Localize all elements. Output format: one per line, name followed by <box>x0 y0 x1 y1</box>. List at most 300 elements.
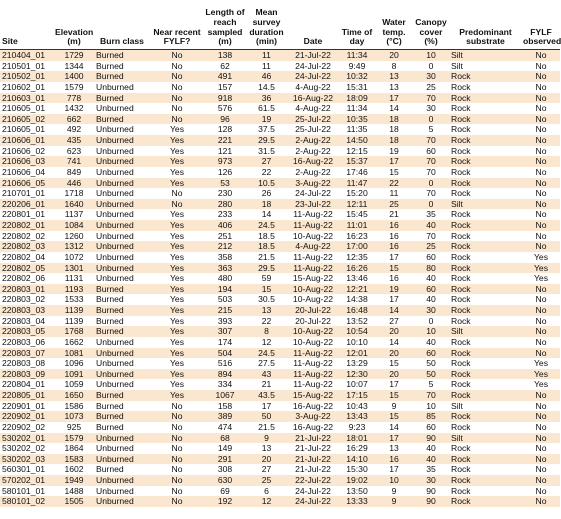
cell-near-fylf: Yes <box>150 135 204 146</box>
cell-fylf-observed: No <box>522 284 560 295</box>
cell-survey-duration: 50 <box>246 411 287 422</box>
cell-survey-duration: 22 <box>246 316 287 327</box>
cell-elevation: 1096 <box>54 358 94 369</box>
cell-canopy: 40 <box>413 294 449 305</box>
cell-water-temp: 22 <box>375 178 413 189</box>
cell-site: 570202_01 <box>0 475 54 486</box>
table-row <box>0 486 560 497</box>
cell-site: 210404_01 <box>0 50 54 61</box>
cell-fylf-observed: Yes <box>522 358 560 369</box>
cell-substrate: Rock <box>449 93 522 104</box>
table-row <box>0 231 560 242</box>
cell-time: 10:54 <box>339 326 375 337</box>
cell-near-fylf: No <box>150 454 204 465</box>
cell-canopy: 70 <box>413 156 449 167</box>
cell-burn-class: Burned <box>94 390 150 401</box>
cell-site: 220206_01 <box>0 199 54 210</box>
cell-reach-length: 230 <box>204 188 246 199</box>
cell-canopy: 10 <box>413 326 449 337</box>
cell-substrate: Rock <box>449 486 522 497</box>
cell-date: 23-Jul-22 <box>287 199 339 210</box>
cell-substrate: Rock <box>449 411 522 422</box>
cell-date: 16-Aug-22 <box>287 156 339 167</box>
cell-fylf-observed: No <box>522 71 560 82</box>
cell-reach-length: 53 <box>204 178 246 189</box>
cell-date: 24-Jul-22 <box>287 486 339 497</box>
cell-date: 10-Aug-22 <box>287 337 339 348</box>
cell-canopy: 30 <box>413 305 449 316</box>
cell-site: 220803_02 <box>0 294 54 305</box>
cell-water-temp: 15 <box>375 390 413 401</box>
cell-substrate: Rock <box>449 475 522 486</box>
table-row <box>0 422 560 433</box>
cell-date: 3-Aug-22 <box>287 178 339 189</box>
cell-substrate: Rock <box>449 337 522 348</box>
table-row <box>0 454 560 465</box>
table-row <box>0 93 560 104</box>
cell-fylf-observed: No <box>522 305 560 316</box>
cell-elevation: 1059 <box>54 379 94 390</box>
cell-survey-duration: 27.5 <box>246 358 287 369</box>
cell-time: 17:00 <box>339 241 375 252</box>
cell-time: 12:30 <box>339 369 375 380</box>
cell-time: 17:46 <box>339 167 375 178</box>
cell-fylf-observed: No <box>522 390 560 401</box>
cell-time: 9:23 <box>339 422 375 433</box>
cell-elevation: 1533 <box>54 294 94 305</box>
cell-canopy: 90 <box>413 486 449 497</box>
cell-near-fylf: Yes <box>150 124 204 135</box>
cell-survey-duration: 14 <box>246 209 287 220</box>
cell-survey-duration: 25 <box>246 475 287 486</box>
cell-near-fylf: Yes <box>150 220 204 231</box>
cell-canopy: 50 <box>413 358 449 369</box>
cell-substrate: Rock <box>449 124 522 135</box>
cell-time: 13:43 <box>339 411 375 422</box>
cell-reach-length: 149 <box>204 443 246 454</box>
cell-survey-duration: 59 <box>246 273 287 284</box>
cell-reach-length: 62 <box>204 61 246 72</box>
cell-near-fylf: Yes <box>150 316 204 327</box>
cell-burn-class: Unburned <box>94 273 150 284</box>
cell-survey-duration: 29.5 <box>246 263 287 274</box>
cell-substrate: Rock <box>449 71 522 82</box>
cell-substrate: Rock <box>449 146 522 157</box>
cell-water-temp: 17 <box>375 156 413 167</box>
cell-substrate: Rock <box>449 135 522 146</box>
cell-site: 220805_01 <box>0 390 54 401</box>
cell-site: 210605_02 <box>0 114 54 125</box>
column-header-reach-length: Length of reach sampled (m) <box>204 0 246 50</box>
cell-burn-class: Unburned <box>94 263 150 274</box>
cell-site: 220803_03 <box>0 305 54 316</box>
cell-fylf-observed: No <box>522 294 560 305</box>
cell-date: 21-Jul-22 <box>287 50 339 61</box>
cell-site: 210606_01 <box>0 135 54 146</box>
cell-water-temp: 10 <box>375 475 413 486</box>
cell-date: 11-Aug-22 <box>287 220 339 231</box>
cell-water-temp: 25 <box>375 199 413 210</box>
cell-reach-length: 221 <box>204 135 246 146</box>
cell-date: 10-Aug-22 <box>287 231 339 242</box>
cell-canopy: 70 <box>413 135 449 146</box>
cell-burn-class: Unburned <box>94 496 150 507</box>
cell-burn-class: Unburned <box>94 178 150 189</box>
cell-water-temp: 21 <box>375 209 413 220</box>
table-row <box>0 443 560 454</box>
cell-fylf-observed: No <box>522 337 560 348</box>
cell-time: 11:34 <box>339 50 375 61</box>
cell-burn-class: Burned <box>94 305 150 316</box>
cell-reach-length: 280 <box>204 199 246 210</box>
cell-survey-duration: 17 <box>246 401 287 412</box>
cell-burn-class: Burned <box>94 422 150 433</box>
cell-survey-duration: 14.5 <box>246 82 287 93</box>
cell-time: 10:32 <box>339 71 375 82</box>
cell-date: 11-Aug-22 <box>287 263 339 274</box>
cell-near-fylf: No <box>150 188 204 199</box>
cell-near-fylf: Yes <box>150 294 204 305</box>
table-row <box>0 379 560 390</box>
cell-elevation: 741 <box>54 156 94 167</box>
cell-canopy: 0 <box>413 114 449 125</box>
cell-time: 13:52 <box>339 316 375 327</box>
cell-substrate: Rock <box>449 188 522 199</box>
cell-fylf-observed: No <box>522 209 560 220</box>
cell-substrate: Silt <box>449 401 522 412</box>
cell-site: 210605_01 <box>0 103 54 114</box>
cell-reach-length: 406 <box>204 220 246 231</box>
cell-reach-length: 138 <box>204 50 246 61</box>
cell-substrate: Rock <box>449 114 522 125</box>
cell-date: 24-Jul-22 <box>287 61 339 72</box>
cell-near-fylf: No <box>150 401 204 412</box>
cell-site: 530202_02 <box>0 443 54 454</box>
cell-site: 210606_04 <box>0 167 54 178</box>
cell-site: 580101_02 <box>0 496 54 507</box>
cell-fylf-observed: No <box>522 156 560 167</box>
cell-survey-duration: 13 <box>246 305 287 316</box>
cell-substrate: Silt <box>449 326 522 337</box>
cell-water-temp: 20 <box>375 348 413 359</box>
cell-elevation: 1583 <box>54 454 94 465</box>
cell-reach-length: 516 <box>204 358 246 369</box>
cell-substrate: Rock <box>449 273 522 284</box>
cell-substrate: Rock <box>449 358 522 369</box>
cell-fylf-observed: No <box>522 433 560 444</box>
cell-canopy: 70 <box>413 93 449 104</box>
cell-elevation: 1301 <box>54 263 94 274</box>
cell-water-temp: 8 <box>375 61 413 72</box>
cell-burn-class: Unburned <box>94 241 150 252</box>
cell-elevation: 435 <box>54 135 94 146</box>
cell-near-fylf: Yes <box>150 146 204 157</box>
cell-elevation: 1344 <box>54 61 94 72</box>
cell-date: 10-Aug-22 <box>287 326 339 337</box>
cell-near-fylf: No <box>150 464 204 475</box>
cell-site: 220803_07 <box>0 348 54 359</box>
cell-time: 12:21 <box>339 284 375 295</box>
cell-site: 580101_01 <box>0 486 54 497</box>
cell-burn-class: Burned <box>94 464 150 475</box>
column-header-burn-class: Burn class <box>94 0 150 50</box>
cell-water-temp: 14 <box>375 422 413 433</box>
cell-near-fylf: No <box>150 50 204 61</box>
cell-near-fylf: No <box>150 433 204 444</box>
cell-elevation: 1084 <box>54 220 94 231</box>
cell-time: 16:29 <box>339 443 375 454</box>
cell-survey-duration: 13 <box>246 443 287 454</box>
cell-canopy: 60 <box>413 422 449 433</box>
cell-date: 15-Aug-22 <box>287 390 339 401</box>
table-row <box>0 114 560 125</box>
cell-elevation: 1505 <box>54 496 94 507</box>
cell-date: 25-Jul-22 <box>287 114 339 125</box>
cell-site: 530202_01 <box>0 433 54 444</box>
cell-near-fylf: No <box>150 486 204 497</box>
table-row <box>0 263 560 274</box>
cell-canopy: 40 <box>413 443 449 454</box>
cell-substrate: Rock <box>449 390 522 401</box>
table-row <box>0 475 560 486</box>
cell-fylf-observed: No <box>522 167 560 178</box>
cell-site: 220802_06 <box>0 273 54 284</box>
cell-survey-duration: 61.5 <box>246 103 287 114</box>
cell-canopy: 25 <box>413 241 449 252</box>
table-row <box>0 433 560 444</box>
column-header-survey-duration: Mean survey duration (min) <box>246 0 287 50</box>
cell-date: 24-Jul-22 <box>287 496 339 507</box>
cell-substrate: Rock <box>449 443 522 454</box>
cell-survey-duration: 24.5 <box>246 348 287 359</box>
cell-elevation: 1073 <box>54 411 94 422</box>
cell-reach-length: 68 <box>204 433 246 444</box>
cell-time: 17:15 <box>339 390 375 401</box>
cell-time: 11:34 <box>339 103 375 114</box>
cell-elevation: 1260 <box>54 231 94 242</box>
cell-burn-class: Unburned <box>94 454 150 465</box>
cell-elevation: 1139 <box>54 305 94 316</box>
cell-reach-length: 291 <box>204 454 246 465</box>
cell-water-temp: 14 <box>375 337 413 348</box>
cell-elevation: 1768 <box>54 326 94 337</box>
table-row <box>0 411 560 422</box>
cell-burn-class: Unburned <box>94 443 150 454</box>
cell-water-temp: 9 <box>375 496 413 507</box>
cell-fylf-observed: Yes <box>522 252 560 263</box>
cell-canopy: 40 <box>413 454 449 465</box>
cell-burn-class: Unburned <box>94 135 150 146</box>
cell-fylf-observed: No <box>522 422 560 433</box>
cell-reach-length: 96 <box>204 114 246 125</box>
cell-time: 19:02 <box>339 475 375 486</box>
cell-reach-length: 358 <box>204 252 246 263</box>
cell-substrate: Rock <box>449 316 522 327</box>
cell-reach-length: 503 <box>204 294 246 305</box>
cell-reach-length: 126 <box>204 167 246 178</box>
cell-reach-length: 157 <box>204 82 246 93</box>
cell-site: 210602_01 <box>0 82 54 93</box>
cell-time: 16:23 <box>339 231 375 242</box>
cell-water-temp: 16 <box>375 231 413 242</box>
cell-survey-duration: 21.5 <box>246 422 287 433</box>
cell-burn-class: Burned <box>94 326 150 337</box>
cell-substrate: Rock <box>449 82 522 93</box>
cell-survey-duration: 11 <box>246 61 287 72</box>
cell-site: 220803_08 <box>0 358 54 369</box>
cell-survey-duration: 37.5 <box>246 124 287 135</box>
cell-burn-class: Unburned <box>94 231 150 242</box>
cell-time: 12:35 <box>339 252 375 263</box>
cell-elevation: 778 <box>54 93 94 104</box>
cell-near-fylf: No <box>150 82 204 93</box>
cell-fylf-observed: No <box>522 82 560 93</box>
cell-time: 13:29 <box>339 358 375 369</box>
cell-date: 11-Aug-22 <box>287 348 339 359</box>
cell-reach-length: 69 <box>204 486 246 497</box>
cell-near-fylf: Yes <box>150 241 204 252</box>
cell-survey-duration: 27 <box>246 156 287 167</box>
cell-reach-length: 334 <box>204 379 246 390</box>
cell-elevation: 446 <box>54 178 94 189</box>
cell-site: 210501_01 <box>0 61 54 72</box>
table-row <box>0 50 560 61</box>
cell-site: 560301_01 <box>0 464 54 475</box>
cell-burn-class: Unburned <box>94 348 150 359</box>
cell-canopy: 40 <box>413 220 449 231</box>
cell-substrate: Rock <box>449 220 522 231</box>
cell-canopy: 60 <box>413 252 449 263</box>
cell-survey-duration: 6 <box>246 486 287 497</box>
cell-survey-duration: 11 <box>246 50 287 61</box>
cell-site: 210502_01 <box>0 71 54 82</box>
cell-near-fylf: Yes <box>150 252 204 263</box>
cell-fylf-observed: No <box>522 241 560 252</box>
cell-canopy: 90 <box>413 433 449 444</box>
cell-survey-duration: 27 <box>246 464 287 475</box>
cell-substrate: Silt <box>449 61 522 72</box>
cell-date: 4-Aug-22 <box>287 241 339 252</box>
cell-fylf-observed: No <box>522 50 560 61</box>
cell-canopy: 30 <box>413 71 449 82</box>
cell-canopy: 70 <box>413 390 449 401</box>
cell-substrate: Rock <box>449 231 522 242</box>
table-row <box>0 167 560 178</box>
cell-elevation: 1137 <box>54 209 94 220</box>
header-row <box>0 0 560 50</box>
cell-fylf-observed: No <box>522 188 560 199</box>
cell-substrate: Rock <box>449 252 522 263</box>
cell-date: 21-Jul-22 <box>287 454 339 465</box>
cell-elevation: 1579 <box>54 82 94 93</box>
table-row <box>0 390 560 401</box>
cell-canopy: 0 <box>413 178 449 189</box>
cell-survey-duration: 22 <box>246 167 287 178</box>
cell-canopy: 60 <box>413 146 449 157</box>
cell-fylf-observed: Yes <box>522 369 560 380</box>
cell-near-fylf: Yes <box>150 337 204 348</box>
cell-elevation: 1650 <box>54 390 94 401</box>
column-header-canopy: Canopy cover (%) <box>413 0 449 50</box>
cell-elevation: 1400 <box>54 71 94 82</box>
cell-canopy: 80 <box>413 263 449 274</box>
cell-reach-length: 894 <box>204 369 246 380</box>
cell-burn-class: Unburned <box>94 124 150 135</box>
column-header-date: Date <box>287 0 339 50</box>
cell-fylf-observed: No <box>522 124 560 135</box>
cell-water-temp: 17 <box>375 379 413 390</box>
cell-site: 220803_01 <box>0 284 54 295</box>
cell-time: 12:11 <box>339 199 375 210</box>
cell-survey-duration: 43.5 <box>246 390 287 401</box>
cell-fylf-observed: Yes <box>522 263 560 274</box>
cell-date: 20-Jul-22 <box>287 305 339 316</box>
cell-survey-duration: 21.5 <box>246 252 287 263</box>
cell-burn-class: Unburned <box>94 103 150 114</box>
cell-water-temp: 18 <box>375 135 413 146</box>
cell-reach-length: 251 <box>204 231 246 242</box>
cell-substrate: Rock <box>449 103 522 114</box>
cell-time: 16:48 <box>339 305 375 316</box>
cell-elevation: 925 <box>54 422 94 433</box>
cell-reach-length: 1067 <box>204 390 246 401</box>
cell-water-temp: 18 <box>375 114 413 125</box>
cell-substrate: Rock <box>449 284 522 295</box>
cell-elevation: 1729 <box>54 50 94 61</box>
cell-time: 10:10 <box>339 337 375 348</box>
cell-survey-duration: 46 <box>246 71 287 82</box>
cell-elevation: 1662 <box>54 337 94 348</box>
cell-burn-class: Burned <box>94 411 150 422</box>
cell-canopy: 60 <box>413 284 449 295</box>
cell-substrate: Rock <box>449 422 522 433</box>
cell-site: 220802_05 <box>0 263 54 274</box>
cell-near-fylf: Yes <box>150 369 204 380</box>
cell-elevation: 1091 <box>54 369 94 380</box>
cell-date: 11-Aug-22 <box>287 379 339 390</box>
cell-time: 11:01 <box>339 220 375 231</box>
cell-elevation: 1488 <box>54 486 94 497</box>
table-row <box>0 156 560 167</box>
cell-time: 15:30 <box>339 464 375 475</box>
cell-date: 3-Aug-22 <box>287 411 339 422</box>
cell-burn-class: Unburned <box>94 199 150 210</box>
cell-fylf-observed: Yes <box>522 379 560 390</box>
cell-survey-duration: 9 <box>246 433 287 444</box>
cell-survey-duration: 43 <box>246 369 287 380</box>
cell-burn-class: Burned <box>94 294 150 305</box>
cell-fylf-observed: No <box>522 454 560 465</box>
cell-canopy: 70 <box>413 188 449 199</box>
cell-canopy: 5 <box>413 379 449 390</box>
cell-burn-class: Unburned <box>94 156 150 167</box>
cell-fylf-observed: No <box>522 486 560 497</box>
cell-survey-duration: 15 <box>246 284 287 295</box>
table-row <box>0 103 560 114</box>
table-row <box>0 348 560 359</box>
cell-burn-class: Burned <box>94 93 150 104</box>
cell-site: 530202_03 <box>0 454 54 465</box>
cell-near-fylf: No <box>150 93 204 104</box>
cell-near-fylf: Yes <box>150 273 204 284</box>
cell-elevation: 492 <box>54 124 94 135</box>
cell-fylf-observed: No <box>522 220 560 231</box>
cell-site: 210603_01 <box>0 93 54 104</box>
cell-reach-length: 363 <box>204 263 246 274</box>
cell-near-fylf: Yes <box>150 390 204 401</box>
cell-survey-duration: 18.5 <box>246 241 287 252</box>
cell-survey-duration: 21 <box>246 379 287 390</box>
